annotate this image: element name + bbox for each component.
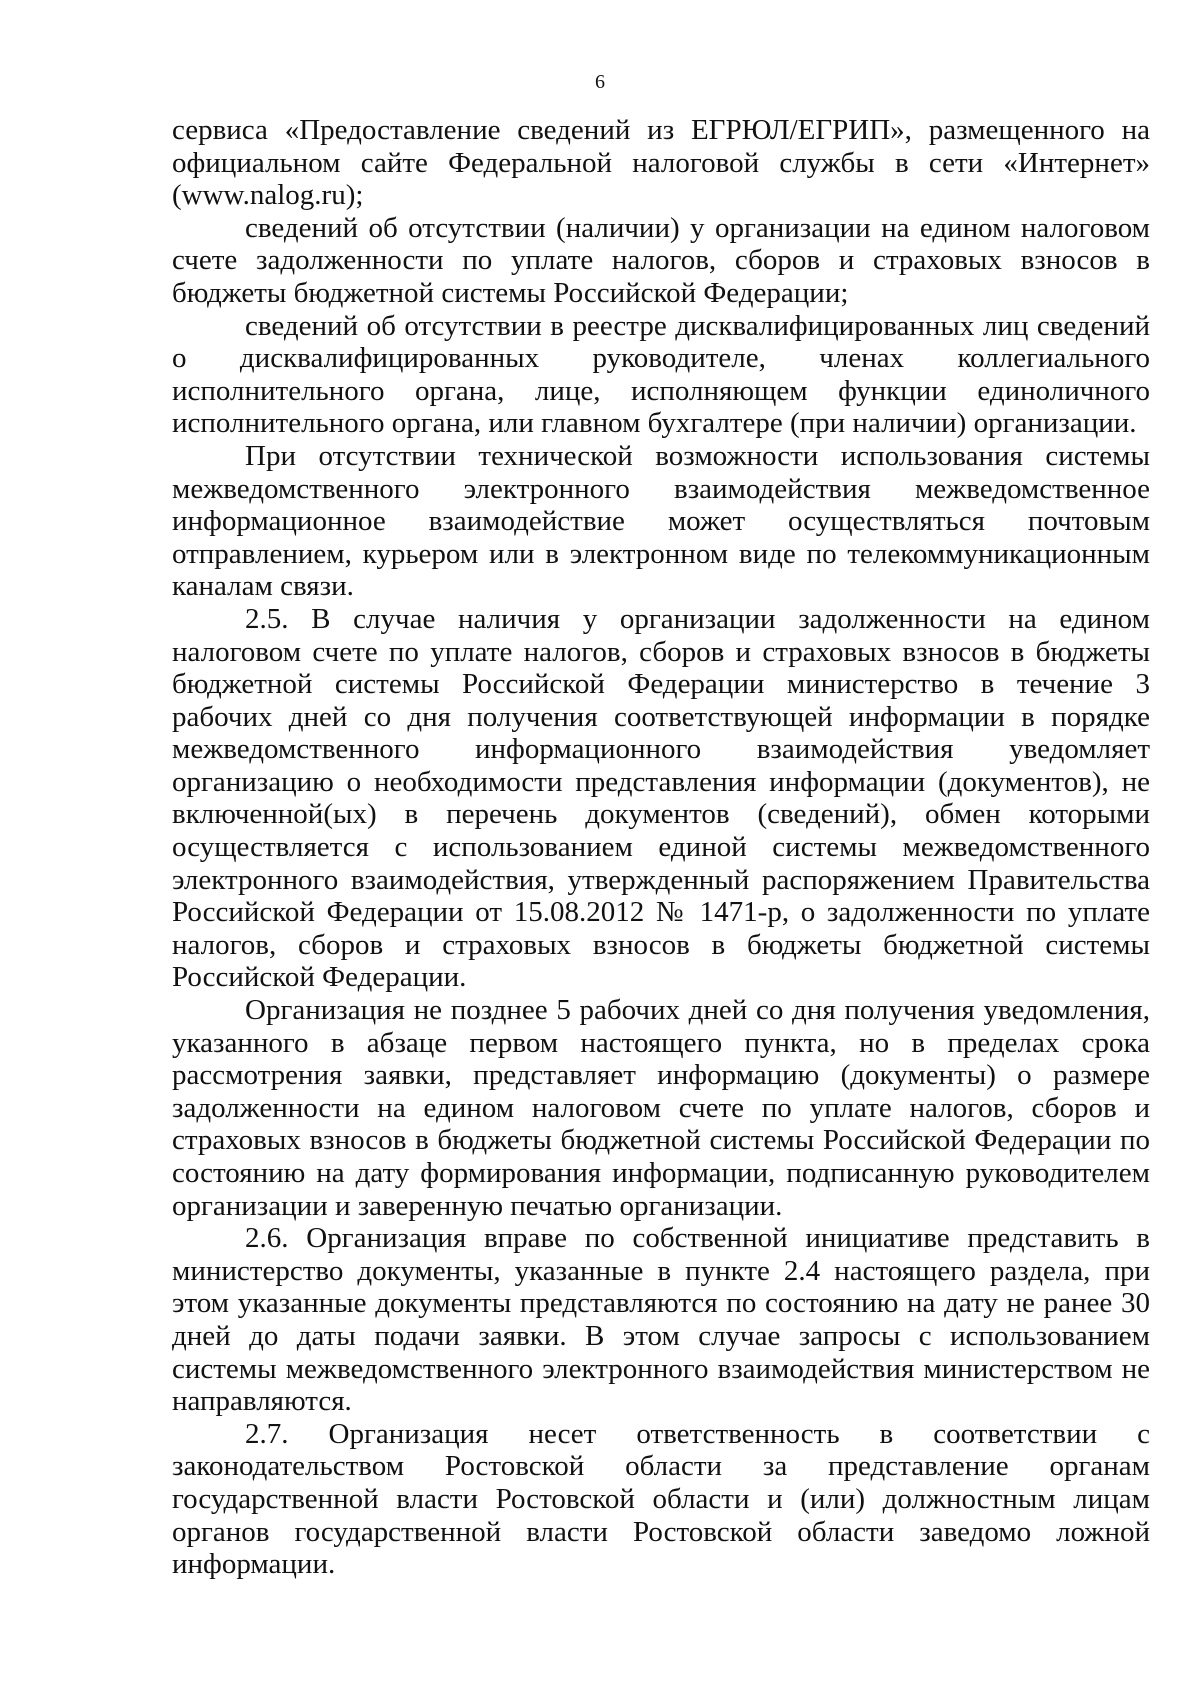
paragraph-no-technical-possibility: При отсутствии технической возможности использования системы межведомственного электронного взаимодействия межведомственное информационное взаимодействие может осуществляться почтовым отправлением, курьером или в электронном виде по телекоммуникационным каналам связи. (172, 439, 1150, 603)
paragraph-disqualified-registry: сведений об отсутствии в реестре дисквалифицированных лиц сведений о дисквалифицированных руководителе, членах коллегиального исполнительного органа, лице, исполняющем функции единоличного исполнительного органа, или главном бухгалтере (при наличии) организации. (172, 309, 1150, 440)
paragraph-egrul-service: сервиса «Предоставление сведений из ЕГРЮЛ/ЕГРИП», размещенного на официальном сайте Федеральной налоговой службы в сети «Интернет» (www.nalog.ru); (172, 114, 1150, 212)
page-number: 6 (595, 71, 605, 93)
paragraph-tax-debt-info: сведений об отсутствии (наличии) у организации на едином налоговом счете задолженности по уплате налогов, сборов и страховых взносов в бюджеты бюджетной системы Российской Федерации; (172, 211, 1150, 309)
paragraph-2-5: 2.5. В случае наличия у организации задолженности на едином налоговом счете по уплате налогов, сборов и страховых взносов в бюджеты бюджетной системы Российской Федерации министерство в течение 3 рабочих дней со дня получения соответствующей информации в порядке межведомственного информационного взаимодействия уведомляет организацию о необходимости представления информации (документов), не включенной(ых) в перечень документов (сведений), обмен которыми осуществляется с использованием единой системы межведомственного электронного взаимодействия, утвержденный распоряжением Правительства Российской Федерации от 15.08.2012 № 1471-р, о задолженности по уплате налогов, сборов и страховых взносов в бюджеты бюджетной системы Российской Федерации. (172, 602, 1150, 994)
document-body (172, 114, 1150, 1581)
paragraph-2-6: 2.6. Организация вправе по собственной инициативе представить в министерство документы, указанные в пункте 2.4 настоящего раздела, при этом указанные документы представляются по состоянию на дату не ранее 30 дней до даты подачи заявки. В этом случае запросы с использованием системы межведомственного электронного взаимодействия министерством не направляются. (172, 1222, 1150, 1418)
paragraph-2-5-organization-deadline: Организация не позднее 5 рабочих дней со дня получения уведомления, указанного в абзаце первом настоящего пункта, но в пределах срока рассмотрения заявки, представляет информацию (документы) о размере задолженности на едином налоговом счете по уплате налогов, сборов и страховых взносов в бюджеты бюджетной системы Российской Федерации по состоянию на дату формирования информации, подписанную руководителем организации и заверенную печатью организации. (172, 994, 1150, 1222)
paragraph-2-7: 2.7. Организация несет ответственность в соответствии с законодательством Ростовской области за представление органам государственной власти Ростовской области и (или) должностным лицам органов государственной власти Ростовской области заведомо ложной информации. (172, 1417, 1150, 1581)
